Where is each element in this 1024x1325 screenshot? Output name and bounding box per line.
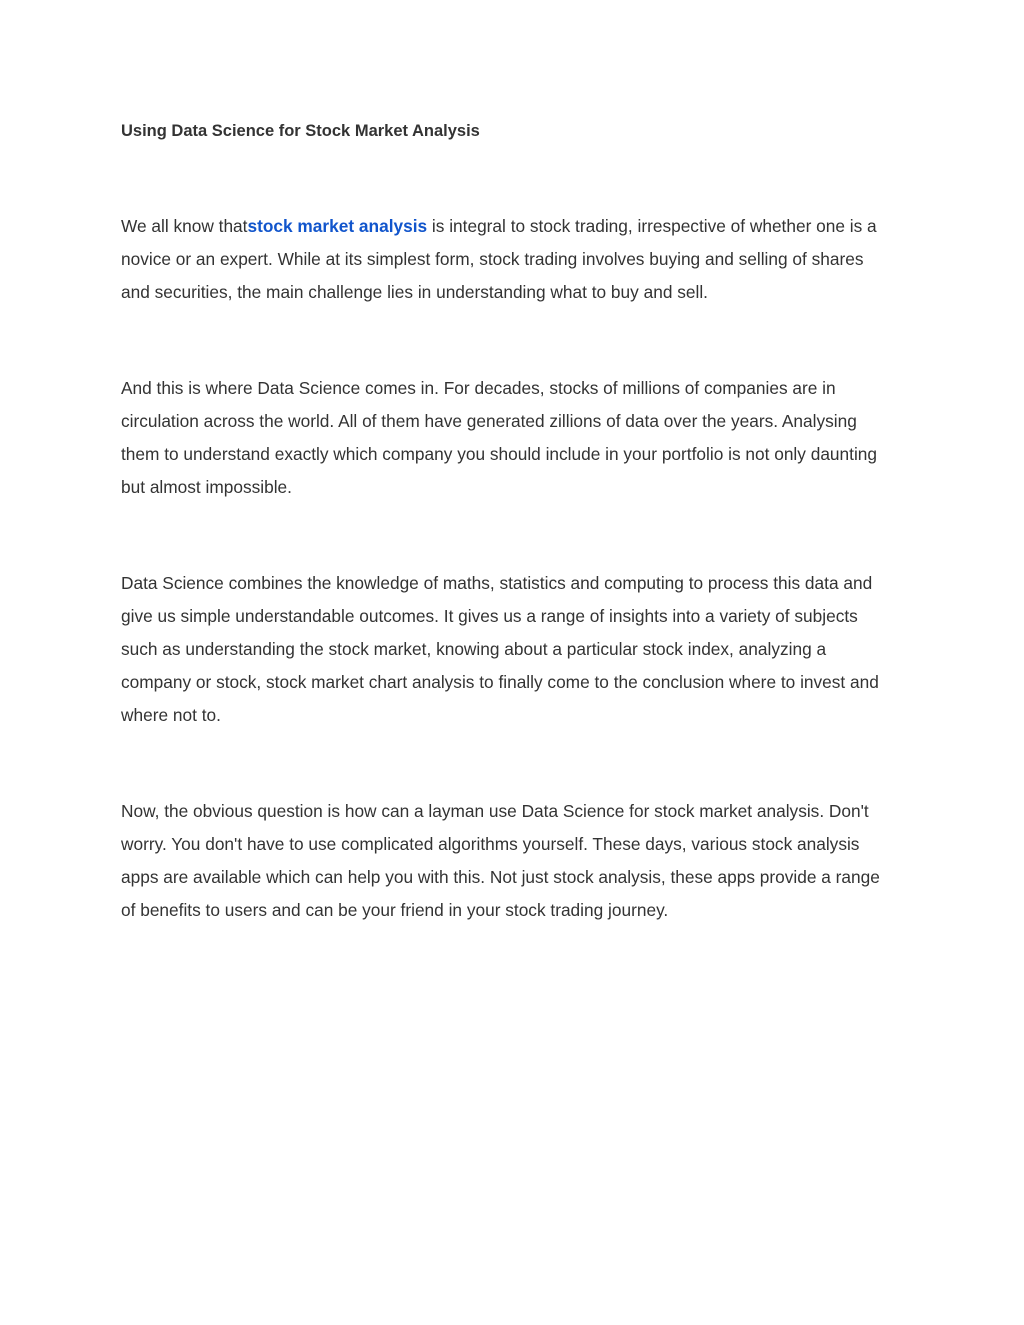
document-title: Using Data Science for Stock Market Analysis [121, 122, 480, 140]
paragraph-stock-apps: Now, the obvious question is how can a layman use Data Science for stock market analysis. Don't worry. You don't have to use complicated algorithms yourself. These days, various stock analysis apps are available which can help you with this. Not just stock analysis, these apps provide a range of benefits to users and can be your friend in your stock trading journey. [121, 801, 880, 920]
paragraph-data-science-intro: And this is where Data Science comes in. For decades, stocks of millions of companies are in circulation across the world. All of them have generated zillions of data over the years. Analysing them to understand exactly which company you should include in your portfolio is not only daunting but almost impossible. [121, 378, 878, 497]
stock-market-analysis-link[interactable]: stock market analysis [247, 216, 428, 236]
paragraph-intro [121, 210, 896, 309]
paragraph-intro-rest: is integral to stock trading, irrespective of whether one is a novice or an expert. While at its simplest form, stock trading involves buying and selling of shares and securities, the main challenge lies in understanding what to buy and sell. [121, 216, 877, 302]
paragraph-data-science-benefits: Data Science combines the knowledge of maths, statistics and computing to process this data and give us simple understandable outcomes. It gives us a range of insights into a variety of subjects such as understanding the stock market, knowing about a particular stock index, analyzing a company or stock, stock market chart analysis to finally come to the conclusion where to invest and where not to. [121, 573, 879, 725]
paragraph-intro-lead: We all know that [121, 216, 248, 236]
